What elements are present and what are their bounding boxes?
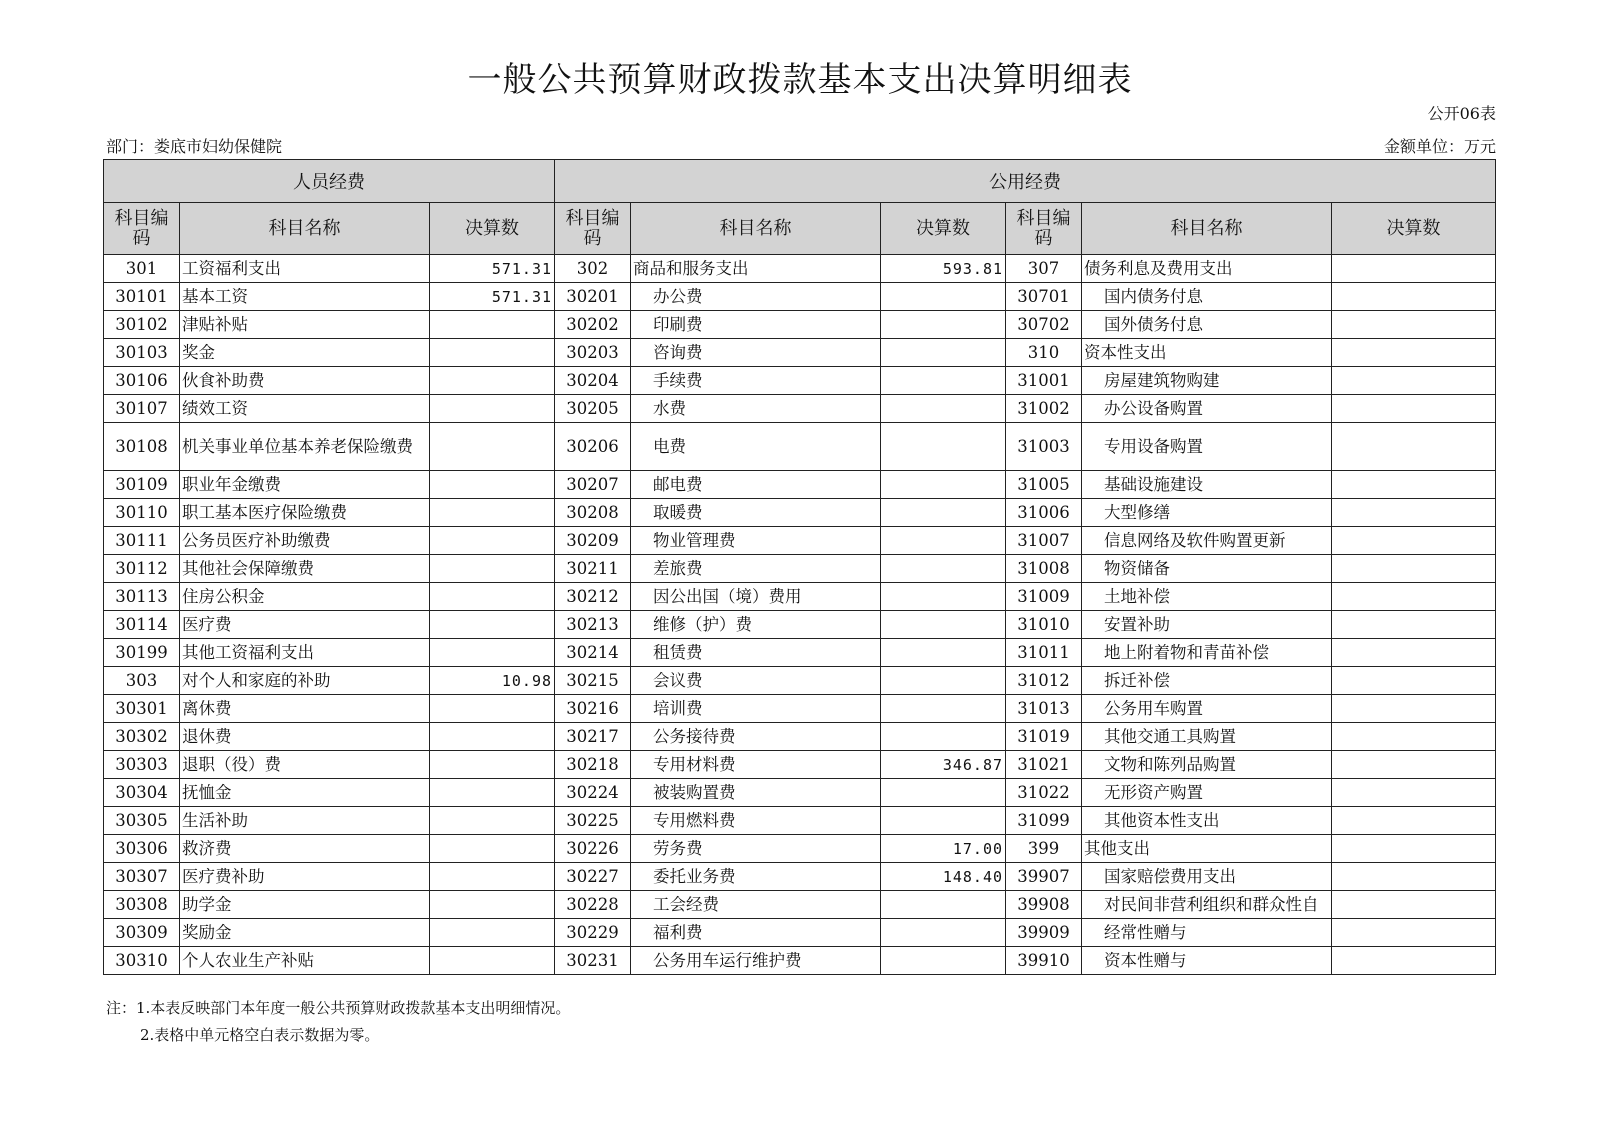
amount-cell: [430, 339, 555, 367]
amount-cell: [430, 863, 555, 891]
subject-code-cell: 30224: [555, 779, 631, 807]
subject-code-cell: 30215: [555, 667, 631, 695]
amount-cell: [1332, 779, 1496, 807]
subject-code-cell: 303: [104, 667, 180, 695]
department-label: 部门：娄底市妇幼保健院: [106, 137, 283, 156]
subject-name-cell: 退休费: [180, 723, 430, 751]
subject-name-cell: 公务用车运行维护费: [631, 947, 881, 975]
subject-code-cell: 30308: [104, 891, 180, 919]
amount-cell: [430, 611, 555, 639]
subject-code-cell: 30307: [104, 863, 180, 891]
subject-name-cell: 基础设施建设: [1082, 471, 1332, 499]
subject-code-cell: 39910: [1006, 947, 1082, 975]
amount-cell: [430, 891, 555, 919]
subject-code-cell: 30114: [104, 611, 180, 639]
subject-code-cell: 30203: [555, 339, 631, 367]
table-row: [104, 283, 1496, 311]
subject-code-cell: 31021: [1006, 751, 1082, 779]
table-row: [104, 947, 1496, 975]
subject-code-cell: 30306: [104, 835, 180, 863]
subject-code-cell: 31099: [1006, 807, 1082, 835]
subject-code-cell: 30111: [104, 527, 180, 555]
code-column-header: 科目编码: [1006, 203, 1082, 255]
table-row: [104, 919, 1496, 947]
amount-cell: 148.40: [881, 863, 1006, 891]
amount-cell: [1332, 863, 1496, 891]
subject-code-cell: 39909: [1006, 919, 1082, 947]
subject-name-cell: 水费: [631, 395, 881, 423]
public-expenses-header: 公用经费: [555, 160, 1496, 203]
subject-name-cell: 离休费: [180, 695, 430, 723]
subject-code-cell: 30107: [104, 395, 180, 423]
subject-code-cell: 30202: [555, 311, 631, 339]
subject-name-cell: 物资储备: [1082, 555, 1332, 583]
subject-name-cell: 大型修缮: [1082, 499, 1332, 527]
table-row: [104, 667, 1496, 695]
amount-cell: [430, 639, 555, 667]
subject-name-cell: 邮电费: [631, 471, 881, 499]
amount-cell: [1332, 667, 1496, 695]
subject-name-cell: 物业管理费: [631, 527, 881, 555]
amount-cell: [430, 919, 555, 947]
subject-code-cell: 31008: [1006, 555, 1082, 583]
subject-code-cell: 30213: [555, 611, 631, 639]
name-column-header: 科目名称: [180, 203, 430, 255]
subject-code-cell: 399: [1006, 835, 1082, 863]
subject-name-cell: 资本性赠与: [1082, 947, 1332, 975]
amount-cell: [881, 667, 1006, 695]
subject-code-cell: 30302: [104, 723, 180, 751]
subject-name-cell: 专用燃料费: [631, 807, 881, 835]
amount-cell: [881, 283, 1006, 311]
subject-name-cell: 个人农业生产补贴: [180, 947, 430, 975]
table-row: [104, 779, 1496, 807]
subject-name-cell: 基本工资: [180, 283, 430, 311]
amount-cell: [1332, 527, 1496, 555]
amount-cell: [881, 423, 1006, 471]
subject-code-cell: 30106: [104, 367, 180, 395]
subject-code-cell: 30211: [555, 555, 631, 583]
subject-name-cell: 救济费: [180, 835, 430, 863]
subject-name-cell: 差旅费: [631, 555, 881, 583]
subject-code-cell: 30201: [555, 283, 631, 311]
subject-code-cell: 31003: [1006, 423, 1082, 471]
table-row: [104, 395, 1496, 423]
subject-code-cell: 30103: [104, 339, 180, 367]
amount-cell: [1332, 311, 1496, 339]
amount-cell: [881, 339, 1006, 367]
expenditure-table: [103, 159, 1496, 975]
amount-cell: [881, 807, 1006, 835]
subject-code-cell: 30217: [555, 723, 631, 751]
subject-name-cell: 债务利息及费用支出: [1082, 255, 1332, 283]
subject-code-cell: 30101: [104, 283, 180, 311]
table-row: [104, 527, 1496, 555]
table-body: [104, 255, 1496, 975]
subject-code-cell: 302: [555, 255, 631, 283]
subject-name-cell: 医疗费: [180, 611, 430, 639]
amount-cell: [430, 471, 555, 499]
subject-name-cell: 电费: [631, 423, 881, 471]
subject-name-cell: 会议费: [631, 667, 881, 695]
subject-name-cell: 文物和陈列品购置: [1082, 751, 1332, 779]
subject-name-cell: 绩效工资: [180, 395, 430, 423]
subject-name-cell: 伙食补助费: [180, 367, 430, 395]
subject-code-cell: 30113: [104, 583, 180, 611]
amount-cell: [1332, 339, 1496, 367]
subject-code-cell: 31007: [1006, 527, 1082, 555]
table-row: [104, 367, 1496, 395]
subject-name-cell: 助学金: [180, 891, 430, 919]
amount-cell: [881, 947, 1006, 975]
amount-cell: [881, 611, 1006, 639]
subject-code-cell: 30205: [555, 395, 631, 423]
table-row: [104, 863, 1496, 891]
subject-name-cell: 退职（役）费: [180, 751, 430, 779]
subject-name-cell: 咨询费: [631, 339, 881, 367]
subject-name-cell: 国内债务付息: [1082, 283, 1332, 311]
subject-name-cell: 抚恤金: [180, 779, 430, 807]
amount-column-header: 决算数: [1332, 203, 1496, 255]
subject-name-cell: 对个人和家庭的补助: [180, 667, 430, 695]
amount-cell: [430, 367, 555, 395]
amount-cell: [430, 311, 555, 339]
name-column-header: 科目名称: [631, 203, 881, 255]
subject-code-cell: 30216: [555, 695, 631, 723]
table-row: [104, 751, 1496, 779]
footnote-2: 2.表格中单元格空白表示数据为零。: [140, 1026, 380, 1044]
code-column-header: 科目编码: [555, 203, 631, 255]
amount-cell: [1332, 723, 1496, 751]
subject-code-cell: 30304: [104, 779, 180, 807]
subject-code-cell: 30112: [104, 555, 180, 583]
subject-code-cell: 30227: [555, 863, 631, 891]
subject-name-cell: 取暖费: [631, 499, 881, 527]
subject-code-cell: 31006: [1006, 499, 1082, 527]
footnotes: [106, 995, 570, 1049]
table-row: [104, 639, 1496, 667]
amount-cell: [1332, 555, 1496, 583]
subject-name-cell: 津贴补贴: [180, 311, 430, 339]
subject-code-cell: 30212: [555, 583, 631, 611]
amount-cell: [1332, 947, 1496, 975]
amount-cell: [1332, 471, 1496, 499]
amount-cell: [1332, 919, 1496, 947]
subject-name-cell: 信息网络及软件购置更新: [1082, 527, 1332, 555]
amount-cell: [430, 527, 555, 555]
subject-code-cell: 30228: [555, 891, 631, 919]
amount-cell: [430, 423, 555, 471]
amount-cell: [430, 751, 555, 779]
subject-code-cell: 30309: [104, 919, 180, 947]
amount-cell: [1332, 695, 1496, 723]
subject-name-cell: 无形资产购置: [1082, 779, 1332, 807]
table-row: [104, 695, 1496, 723]
table-row: [104, 611, 1496, 639]
subject-name-cell: 专用设备购置: [1082, 423, 1332, 471]
amount-cell: [881, 527, 1006, 555]
table-row: [104, 423, 1496, 471]
subject-name-cell: 职业年金缴费: [180, 471, 430, 499]
amount-cell: [881, 471, 1006, 499]
subject-code-cell: 30231: [555, 947, 631, 975]
subject-name-cell: 国家赔偿费用支出: [1082, 863, 1332, 891]
amount-cell: 346.87: [881, 751, 1006, 779]
amount-cell: [430, 555, 555, 583]
name-column-header: 科目名称: [1082, 203, 1332, 255]
subject-code-cell: 30218: [555, 751, 631, 779]
subject-name-cell: 国外债务付息: [1082, 311, 1332, 339]
amount-cell: [430, 779, 555, 807]
subject-code-cell: 30209: [555, 527, 631, 555]
amount-cell: [1332, 611, 1496, 639]
subject-name-cell: 培训费: [631, 695, 881, 723]
amount-column-header: 决算数: [430, 203, 555, 255]
subject-name-cell: 印刷费: [631, 311, 881, 339]
subject-name-cell: 其他交通工具购置: [1082, 723, 1332, 751]
subject-name-cell: 其他社会保障缴费: [180, 555, 430, 583]
subject-name-cell: 奖金: [180, 339, 430, 367]
subject-code-cell: 30199: [104, 639, 180, 667]
subject-code-cell: 31001: [1006, 367, 1082, 395]
amount-cell: [1332, 835, 1496, 863]
amount-column-header: 决算数: [881, 203, 1006, 255]
subject-code-cell: 30109: [104, 471, 180, 499]
amount-cell: [430, 583, 555, 611]
amount-cell: [1332, 807, 1496, 835]
subject-name-cell: 办公费: [631, 283, 881, 311]
subject-code-cell: 31009: [1006, 583, 1082, 611]
subject-code-cell: 31013: [1006, 695, 1082, 723]
subject-name-cell: 土地补偿: [1082, 583, 1332, 611]
amount-cell: [430, 395, 555, 423]
amount-cell: [1332, 499, 1496, 527]
subject-code-cell: 30310: [104, 947, 180, 975]
subject-code-cell: 30206: [555, 423, 631, 471]
subject-name-cell: 工会经费: [631, 891, 881, 919]
amount-cell: [430, 695, 555, 723]
subject-name-cell: 其他支出: [1082, 835, 1332, 863]
amount-cell: [1332, 583, 1496, 611]
amount-cell: [430, 807, 555, 835]
amount-cell: 593.81: [881, 255, 1006, 283]
amount-cell: [1332, 367, 1496, 395]
subject-code-cell: 30301: [104, 695, 180, 723]
amount-cell: 10.98: [430, 667, 555, 695]
subject-code-cell: 30208: [555, 499, 631, 527]
amount-cell: [881, 583, 1006, 611]
amount-cell: [881, 695, 1006, 723]
table-row: [104, 807, 1496, 835]
subject-name-cell: 劳务费: [631, 835, 881, 863]
table-row: [104, 311, 1496, 339]
footnote-1: 注：1.本表反映部门本年度一般公共预算财政拨款基本支出明细情况。: [106, 999, 571, 1017]
subject-code-cell: 39907: [1006, 863, 1082, 891]
subject-name-cell: 被装购置费: [631, 779, 881, 807]
subject-code-cell: 30214: [555, 639, 631, 667]
subject-name-cell: 福利费: [631, 919, 881, 947]
subject-name-cell: 其他工资福利支出: [180, 639, 430, 667]
form-number: 公开06表: [1427, 104, 1496, 123]
subject-name-cell: 安置补助: [1082, 611, 1332, 639]
subject-name-cell: 经常性赠与: [1082, 919, 1332, 947]
table-row: [104, 723, 1496, 751]
table-row: [104, 339, 1496, 367]
subject-name-cell: 手续费: [631, 367, 881, 395]
amount-cell: [1332, 255, 1496, 283]
personnel-expenses-header: 人员经费: [104, 160, 555, 203]
table-row: [104, 555, 1496, 583]
amount-cell: [430, 947, 555, 975]
amount-cell: [430, 723, 555, 751]
subject-code-cell: 30701: [1006, 283, 1082, 311]
subject-code-cell: 30102: [104, 311, 180, 339]
subject-code-cell: 31010: [1006, 611, 1082, 639]
amount-cell: [881, 779, 1006, 807]
subject-code-cell: 30108: [104, 423, 180, 471]
page-title: 一般公共预算财政拨款基本支出决算明细表: [467, 60, 1133, 100]
subject-name-cell: 奖励金: [180, 919, 430, 947]
subject-code-cell: 30226: [555, 835, 631, 863]
subject-code-cell: 31019: [1006, 723, 1082, 751]
code-column-header: 科目编码: [104, 203, 180, 255]
subject-code-cell: 307: [1006, 255, 1082, 283]
amount-cell: 571.31: [430, 283, 555, 311]
amount-cell: 571.31: [430, 255, 555, 283]
amount-cell: [881, 723, 1006, 751]
subject-code-cell: 30305: [104, 807, 180, 835]
subject-code-cell: 31002: [1006, 395, 1082, 423]
subject-name-cell: 房屋建筑物购建: [1082, 367, 1332, 395]
subject-code-cell: 31012: [1006, 667, 1082, 695]
amount-cell: [1332, 891, 1496, 919]
subject-code-cell: 30702: [1006, 311, 1082, 339]
subject-code-cell: 31005: [1006, 471, 1082, 499]
subject-code-cell: 301: [104, 255, 180, 283]
subject-name-cell: 公务用车购置: [1082, 695, 1332, 723]
amount-cell: [881, 367, 1006, 395]
amount-cell: [881, 395, 1006, 423]
amount-cell: [881, 555, 1006, 583]
subject-code-cell: 30204: [555, 367, 631, 395]
table-row: [104, 583, 1496, 611]
table-row: [104, 499, 1496, 527]
subject-code-cell: 39908: [1006, 891, 1082, 919]
subject-name-cell: 租赁费: [631, 639, 881, 667]
subject-code-cell: 30225: [555, 807, 631, 835]
amount-cell: [1332, 283, 1496, 311]
subject-code-cell: 310: [1006, 339, 1082, 367]
amount-cell: [1332, 395, 1496, 423]
subject-code-cell: 30229: [555, 919, 631, 947]
subject-name-cell: 拆迁补偿: [1082, 667, 1332, 695]
unit-label: 金额单位：万元: [1383, 137, 1496, 156]
subject-name-cell: 维修（护）费: [631, 611, 881, 639]
amount-cell: [430, 835, 555, 863]
amount-cell: [881, 311, 1006, 339]
subject-code-cell: 31022: [1006, 779, 1082, 807]
subject-code-cell: 30207: [555, 471, 631, 499]
subject-name-cell: 因公出国（境）费用: [631, 583, 881, 611]
subject-name-cell: 地上附着物和青苗补偿: [1082, 639, 1332, 667]
amount-cell: [1332, 639, 1496, 667]
subject-name-cell: 商品和服务支出: [631, 255, 881, 283]
table-row: [104, 471, 1496, 499]
amount-cell: [881, 919, 1006, 947]
subject-code-cell: 31011: [1006, 639, 1082, 667]
subject-name-cell: 公务接待费: [631, 723, 881, 751]
subject-name-cell: 工资福利支出: [180, 255, 430, 283]
subject-name-cell: 办公设备购置: [1082, 395, 1332, 423]
subject-name-cell: 公务员医疗补助缴费: [180, 527, 430, 555]
amount-cell: [881, 499, 1006, 527]
subject-name-cell: 对民间非营利组织和群众性自: [1082, 891, 1332, 919]
amount-cell: [1332, 423, 1496, 471]
subject-name-cell: 专用材料费: [631, 751, 881, 779]
subject-name-cell: 委托业务费: [631, 863, 881, 891]
table-row: [104, 835, 1496, 863]
subject-code-cell: 30303: [104, 751, 180, 779]
subject-code-cell: 30110: [104, 499, 180, 527]
amount-cell: [881, 891, 1006, 919]
table-row: [104, 891, 1496, 919]
amount-cell: 17.00: [881, 835, 1006, 863]
table-row: [104, 255, 1496, 283]
subject-name-cell: 生活补助: [180, 807, 430, 835]
amount-cell: [1332, 751, 1496, 779]
subject-name-cell: 机关事业单位基本养老保险缴费: [180, 423, 430, 471]
amount-cell: [881, 639, 1006, 667]
subject-name-cell: 住房公积金: [180, 583, 430, 611]
amount-cell: [430, 499, 555, 527]
subject-name-cell: 其他资本性支出: [1082, 807, 1332, 835]
subject-name-cell: 医疗费补助: [180, 863, 430, 891]
subject-name-cell: 资本性支出: [1082, 339, 1332, 367]
subject-name-cell: 职工基本医疗保险缴费: [180, 499, 430, 527]
